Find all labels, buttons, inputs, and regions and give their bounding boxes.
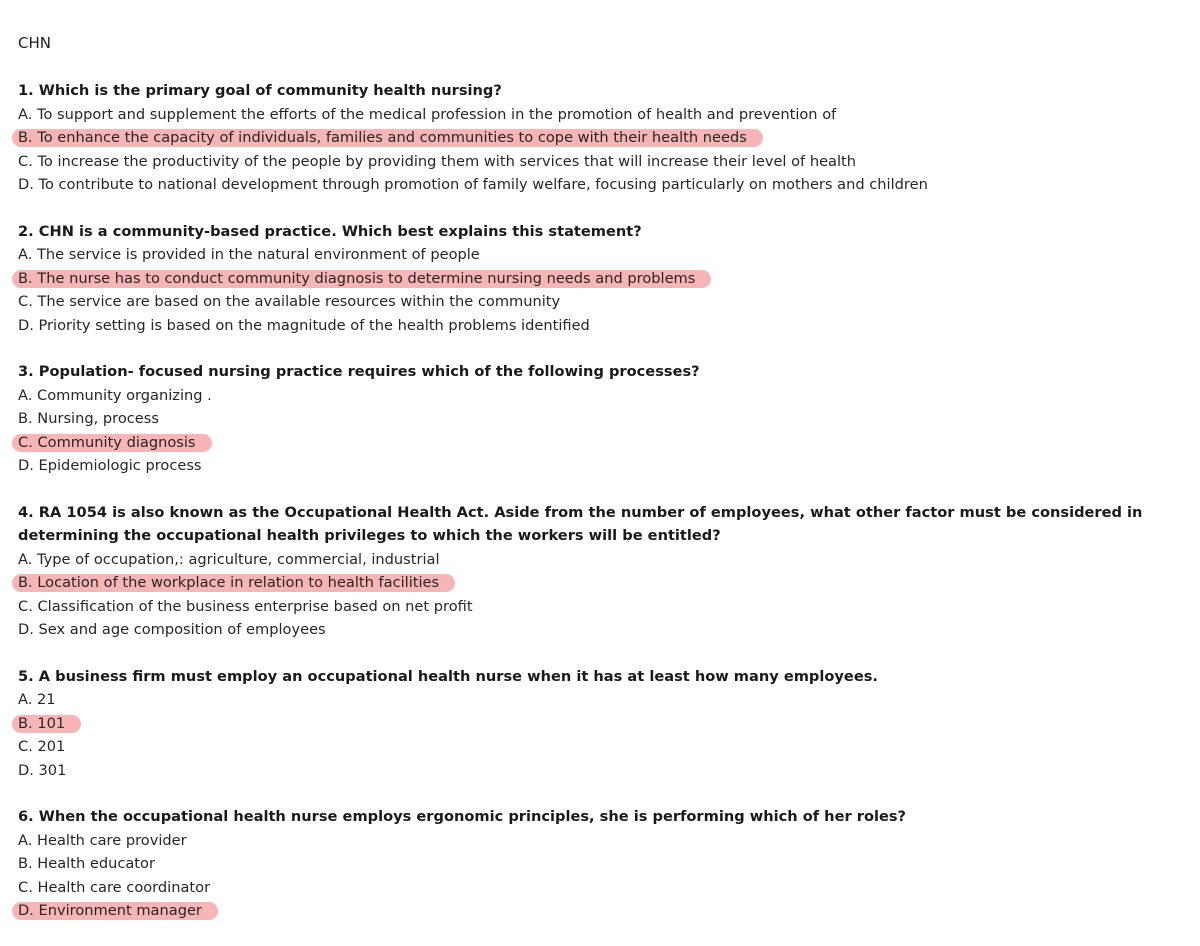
option-a (18, 688, 1188, 712)
option-text: A. To support and supplement the efforts of the medical profession in the promotion of health and prevention of (18, 105, 837, 123)
option-c (18, 735, 1188, 759)
option-d (18, 173, 1188, 197)
option-a (18, 548, 1188, 572)
option-text: C. Classification of the business enterprise based on net profit (18, 597, 473, 615)
option-text: C. Community diagnosis (12, 434, 212, 452)
option-b (18, 852, 1188, 876)
option-text: A. 21 (18, 691, 56, 708)
option-text: A. The service is provided in the natural environment of people (18, 246, 480, 263)
option-text: A. Community organizing . (18, 386, 212, 404)
option-a (18, 103, 1188, 127)
option-c (18, 876, 1188, 900)
question-text: 1. Which is the primary goal of community health nursing? (18, 82, 502, 99)
option-text: C. 201 (18, 738, 66, 755)
option-d (18, 618, 1188, 642)
option-b-highlighted (18, 126, 1188, 150)
option-d (18, 454, 1188, 478)
option-a (18, 829, 1188, 853)
option-text: B. Health educator (18, 855, 155, 872)
option-text: B. To enhance the capacity of individuals, families and communities to cope with their health needs (12, 129, 763, 147)
question-4 (18, 501, 1188, 642)
option-text: D. To contribute to national development through promotion of family welfare, focusing particularly on mothers and children (18, 176, 928, 193)
option-text: C. The service are based on the available resources within the community (18, 293, 561, 310)
option-text: D. Environment manager (12, 902, 218, 920)
option-text: C. Health care coordinator (18, 878, 211, 896)
option-c (18, 290, 1188, 314)
option-text: C. To increase the productivity of the people by providing them with services that will increase their level of health (18, 152, 857, 170)
option-text: D. Priority setting is based on the magnitude of the health problems identified (18, 316, 590, 334)
option-a (18, 384, 1188, 408)
document-page (18, 32, 1188, 946)
option-text: D. Sex and age composition of employees (18, 621, 326, 638)
option-d-highlighted (18, 899, 1188, 923)
option-text: D. 301 (18, 761, 67, 779)
option-d (18, 314, 1188, 338)
question-text: 4. RA 1054 is also known as the Occupational Health Act. Aside from the number of employees, what other factor must be considered in determining the occupational health privileges to which the workers will be entitled? (18, 503, 1143, 544)
option-text: B. Location of the workplace in relation to health facilities (12, 574, 455, 592)
document-title: CHN (18, 34, 51, 52)
question-text: 3. Population- focused nursing practice requires which of the following processes? (18, 363, 700, 380)
question-text: 6. When the occupational health nurse employs ergonomic principles, she is performing which of her roles? (18, 808, 907, 825)
question-1 (18, 79, 1188, 197)
option-text: A. Health care provider (18, 831, 187, 849)
question-text: 5. A business firm must employ an occupational health nurse when it has at least how many employees. (18, 667, 878, 685)
option-b-highlighted (18, 712, 1188, 736)
option-b-highlighted (18, 267, 1188, 291)
option-text: D. Epidemiologic process (18, 457, 202, 474)
option-text: B. The nurse has to conduct community diagnosis to determine nursing needs and problems (12, 270, 711, 288)
question-2 (18, 220, 1188, 338)
option-text: A. Type of occupation,: agriculture, commercial, industrial (18, 550, 440, 568)
option-c-highlighted (18, 431, 1188, 455)
option-b-highlighted (18, 571, 1188, 595)
option-d (18, 759, 1188, 783)
option-b (18, 407, 1188, 431)
question-3 (18, 360, 1188, 478)
question-6 (18, 805, 1188, 923)
option-c (18, 150, 1188, 174)
option-a (18, 243, 1188, 267)
question-5 (18, 665, 1188, 783)
option-text: B. 101 (12, 715, 81, 733)
question-text: 2. CHN is a community-based practice. Which best explains this statement? (18, 222, 642, 240)
option-c (18, 595, 1188, 619)
option-text: B. Nursing, process (18, 410, 159, 427)
